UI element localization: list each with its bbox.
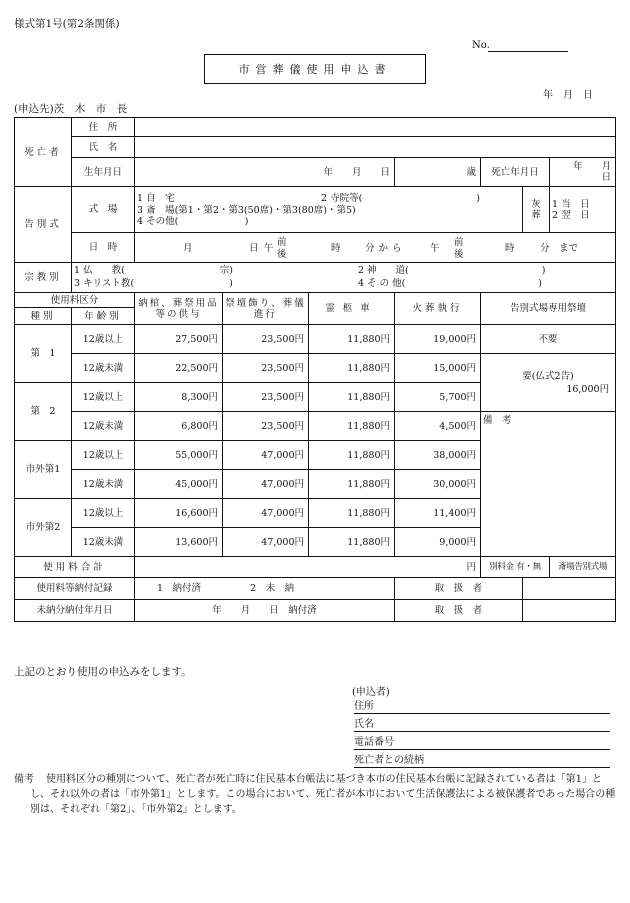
- fee-cremation: 19,000円: [395, 325, 481, 354]
- ceremony-datetime-row: [15, 233, 616, 263]
- application-form-table: [14, 117, 630, 622]
- birthdate-label: 生年月日: [72, 158, 135, 187]
- name-label: 氏 名: [72, 137, 135, 158]
- dt-hour: 時: [331, 242, 341, 254]
- payment-status-options[interactable]: [135, 578, 395, 600]
- ash-options[interactable]: [550, 187, 616, 233]
- fee-age[interactable]: 12歳以上: [72, 383, 135, 412]
- ceremony-section-label: 告別式: [15, 187, 72, 263]
- fee-col-hearse-header: 霊柩車: [309, 293, 395, 325]
- total-row: [15, 557, 616, 578]
- fee-coffin: 55,000円: [135, 441, 223, 470]
- declaration-text: 上記のとおり使用の申込みをします。: [14, 666, 192, 678]
- fee-coffin: 16,600円: [135, 499, 223, 528]
- deceased-name-field[interactable]: [135, 137, 616, 158]
- altar-not-needed-option[interactable]: 不要: [481, 325, 616, 354]
- fee-coffin: 8,300円: [135, 383, 223, 412]
- death-date-label: 死亡年月日: [481, 158, 550, 187]
- title-box: [204, 54, 426, 84]
- footnote-remarks-body: 使用料区分の種別について、死亡者が死亡時に住民基本台帳法に基づき本市の住民基本台帳に記録されている者は「第1」とし、それ以外の者は「市外第1」とします。この場合において、死亡者が本市において生活保護法による被保護者であった場合の種別は、それぞれ「第2」、「市外第2」とします。: [30, 774, 616, 815]
- unpaid-payment-row: [15, 600, 616, 622]
- fee-altar: 23,500円: [223, 354, 309, 383]
- fee-coffin: 13,600円: [135, 528, 223, 557]
- applicant-relation-label: 死亡者との続柄: [354, 755, 424, 766]
- fee-altar: 47,000円: [223, 499, 309, 528]
- unpaid-date-field[interactable]: 年 月 日 納付済: [135, 600, 395, 622]
- fee-cremation: 9,000円: [395, 528, 481, 557]
- ceremony-datetime-field[interactable]: [135, 233, 616, 263]
- addressee: (申込先)茨 木 市 長: [14, 103, 128, 115]
- age-field[interactable]: 歳: [395, 158, 481, 187]
- dt-hour-2: 時: [505, 242, 515, 254]
- fee-age-header: 年齢別: [72, 308, 135, 325]
- deceased-address-row: [15, 118, 616, 137]
- ceremony-venue-row: [15, 187, 616, 233]
- religion-christianity-option[interactable]: 3 キリスト教( ): [74, 277, 233, 289]
- ash-next-day-option[interactable]: 2 翌 日: [552, 209, 590, 221]
- dt-ampm-prefix: 午: [264, 242, 274, 254]
- dt-am[interactable]: 前: [277, 236, 287, 248]
- fee-altar: 23,500円: [223, 412, 309, 441]
- fee-type-header: 種別: [15, 308, 72, 325]
- fee-type-1: 第 1: [15, 325, 72, 383]
- fee-cremation: 11,400円: [395, 499, 481, 528]
- venue-temple-option[interactable]: 2 寺院等( ): [321, 192, 480, 204]
- fee-row: [15, 412, 616, 441]
- form-number: 様式第1号(第2条関係): [14, 18, 120, 30]
- fee-col-altar-header: 祭壇飾り、葬儀進行: [223, 293, 309, 325]
- total-amount-field[interactable]: 円: [135, 557, 481, 578]
- applicant-phone-label: 電話番号: [354, 737, 394, 748]
- fee-type-2: 第 2: [15, 383, 72, 441]
- dt-month: 月: [183, 242, 193, 254]
- handler-label-2: 取 扱 者: [395, 600, 523, 622]
- deceased-address-field[interactable]: [135, 118, 616, 137]
- unpaid-date-label: 未納分納付年月日: [15, 600, 135, 622]
- fee-hearse: 11,880円: [309, 470, 395, 499]
- dt-am-2[interactable]: 前: [454, 236, 464, 248]
- datetime-label: 日 時: [72, 233, 135, 263]
- venue-hall-option[interactable]: 3 斎 場(第1・第2・第3(50席)・第3(80席)・第5): [137, 204, 356, 216]
- altar-needed-label: 要(仏式2告): [522, 370, 574, 382]
- fee-hearse: 11,880円: [309, 528, 395, 557]
- unpaid-option[interactable]: 2 未 納: [250, 583, 295, 594]
- fee-hearse: 11,880円: [309, 354, 395, 383]
- dt-minute-until: 分 まで: [540, 242, 579, 254]
- footnote-remarks: [14, 772, 616, 817]
- religion-row: [15, 263, 616, 293]
- fee-row: [15, 325, 616, 354]
- altar-needed-price: 16,000円: [566, 383, 610, 395]
- applicant-name-label: 氏名: [354, 719, 374, 730]
- deceased-section-label: 死亡者: [15, 118, 72, 187]
- dt-minute-from: 分から: [365, 242, 406, 254]
- total-label: 使用料合計: [15, 557, 135, 578]
- fee-cremation: 15,000円: [395, 354, 481, 383]
- fee-coffin: 6,800円: [135, 412, 223, 441]
- applicant-relation-field[interactable]: [354, 751, 610, 768]
- fee-type-outside-2: 市外第2: [15, 499, 72, 557]
- fee-col-cremation-header: 火葬執行: [395, 293, 481, 325]
- fee-age[interactable]: 12歳以上: [72, 499, 135, 528]
- fee-altar: 23,500円: [223, 383, 309, 412]
- religion-label: 宗教別: [15, 263, 72, 293]
- deceased-dates-row: [15, 158, 616, 187]
- dt-pm-2[interactable]: 後: [454, 248, 464, 260]
- fee-age[interactable]: 12歳未満: [72, 354, 135, 383]
- fee-altar: 47,000円: [223, 528, 309, 557]
- fee-coffin: 27,500円: [135, 325, 223, 354]
- fee-age[interactable]: 12歳以上: [72, 325, 135, 354]
- birthdate-field[interactable]: 年 月 日: [135, 158, 395, 187]
- hall-ceremony-label: 斎場告別式場: [550, 557, 616, 578]
- death-date-field[interactable]: 年 月 日: [550, 158, 616, 187]
- fee-age[interactable]: 12歳以上: [72, 441, 135, 470]
- venue-label: 式 場: [72, 187, 135, 233]
- fee-col-hall-altar-header: 告別式場専用祭壇: [481, 293, 616, 325]
- venue-other-option[interactable]: 4 その他( ): [137, 215, 249, 227]
- altar-needed-option[interactable]: [481, 354, 616, 412]
- religion-buddhism-option[interactable]: 1 仏 教( 宗): [74, 264, 233, 276]
- fee-cremation: 30,000円: [395, 470, 481, 499]
- fee-age[interactable]: 12歳未満: [72, 470, 135, 499]
- payment-record-row: [15, 578, 616, 600]
- fee-hearse: 11,880円: [309, 499, 395, 528]
- fee-hearse: 11,880円: [309, 412, 395, 441]
- religion-other-option[interactable]: 4 そ の 他( ): [358, 277, 543, 289]
- fee-cremation: 5,700円: [395, 383, 481, 412]
- fee-header-row-1: [15, 293, 616, 308]
- fee-coffin: 22,500円: [135, 354, 223, 383]
- handler-label: 取 扱 者: [395, 578, 523, 600]
- fee-coffin: 45,000円: [135, 470, 223, 499]
- remarks-label: 備 考: [483, 415, 512, 426]
- fee-row: [15, 354, 616, 383]
- applicant-name-field[interactable]: [354, 715, 610, 732]
- payment-record-label: 使用料等納付記録: [15, 578, 135, 600]
- deceased-name-row: [15, 137, 616, 158]
- handler-field[interactable]: [523, 578, 616, 600]
- fee-cremation: 38,000円: [395, 441, 481, 470]
- fee-col-coffin-header: 納棺、葬祭用品等の供与: [135, 293, 223, 325]
- document-number-field[interactable]: [488, 51, 568, 52]
- venue-home-option[interactable]: 1 自 宅: [137, 192, 175, 204]
- fee-altar: 47,000円: [223, 470, 309, 499]
- fee-category-header: 使用料区分: [15, 293, 135, 308]
- handler-field-2[interactable]: [523, 600, 616, 622]
- extra-fee-option[interactable]: 別料金 有・無: [481, 557, 550, 578]
- application-date[interactable]: 年 月 日: [543, 90, 593, 101]
- fee-altar: 23,500円: [223, 325, 309, 354]
- paid-option[interactable]: 1 納付済: [157, 583, 202, 594]
- religion-options[interactable]: [72, 263, 616, 293]
- ash-same-day-option[interactable]: 1 当 日: [552, 198, 590, 210]
- applicant-address-field[interactable]: [354, 697, 610, 714]
- fee-hearse: 11,880円: [309, 383, 395, 412]
- venue-options[interactable]: [135, 187, 523, 233]
- fee-type-outside-1: 市外第1: [15, 441, 72, 499]
- address-label: 住 所: [72, 118, 135, 137]
- fee-cremation: 4,500円: [395, 412, 481, 441]
- applicant-heading: (申込者): [352, 687, 390, 698]
- document-number-label: No.: [472, 40, 490, 51]
- fee-altar: 47,000円: [223, 441, 309, 470]
- ash-label: 灰葬: [523, 187, 550, 233]
- applicant-address-label: 住所: [354, 701, 374, 712]
- dt-pm[interactable]: 後: [277, 248, 287, 260]
- religion-shinto-option[interactable]: 2 神 道( ): [358, 264, 546, 276]
- dt-day: 日: [249, 242, 259, 254]
- footnote-remarks-head: 備考: [14, 774, 34, 785]
- fee-hearse: 11,880円: [309, 325, 395, 354]
- fee-age[interactable]: 12歳未満: [72, 528, 135, 557]
- dt-ampm-prefix-2: 午: [430, 242, 440, 254]
- fee-age[interactable]: 12歳未満: [72, 412, 135, 441]
- remarks-field[interactable]: [481, 412, 616, 557]
- fee-hearse: 11,880円: [309, 441, 395, 470]
- page-title: 市営葬儀使用申込書: [238, 63, 392, 76]
- applicant-phone-field[interactable]: [354, 733, 610, 750]
